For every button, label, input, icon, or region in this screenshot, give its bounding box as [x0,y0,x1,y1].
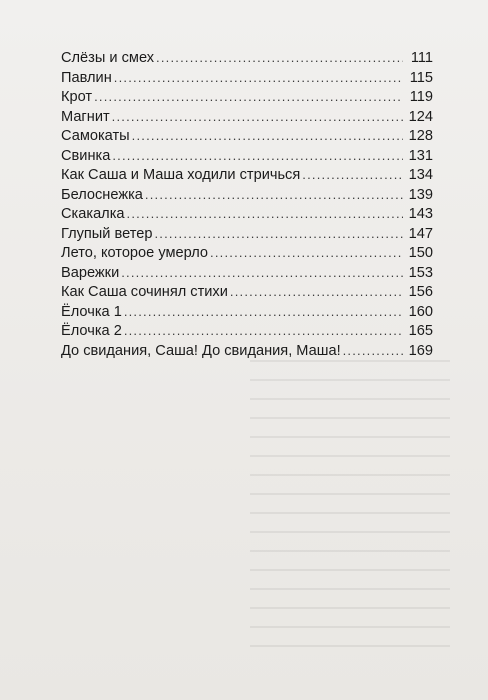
dot-leader [230,282,403,302]
toc-entry-title: Свинка [61,147,111,164]
toc-entry [61,243,433,263]
toc-entry-page: 156 [408,284,433,300]
toc-entry-title: Павлин [61,69,112,86]
bleed-through-shadow [250,360,450,650]
dot-leader [94,87,403,107]
toc-entry-page: 150 [408,245,433,261]
toc-entry-title: Крот [61,89,93,105]
toc-entry [61,126,433,146]
toc-entry-page: 160 [408,303,433,320]
toc-entry-title: Лето, которое умерло [61,245,209,261]
dot-leader [127,204,403,224]
toc-entry [61,341,433,361]
toc-entry-title: Скакалка [61,206,125,222]
toc-entry-title: Глупый ветер [61,225,153,242]
dot-leader [132,126,403,146]
toc-entry [61,68,433,88]
toc-entry [61,48,433,68]
toc-entry [61,263,433,283]
toc-entry-page: 143 [408,206,433,222]
dot-leader [302,165,403,185]
toc-entry-page: 115 [409,69,433,86]
dot-leader [124,321,403,341]
dot-leader [121,263,403,283]
table-of-contents [61,48,433,360]
toc-entry [61,146,433,166]
toc-entry-page: 134 [408,167,433,183]
dot-leader [124,302,403,322]
toc-entry [61,282,433,302]
toc-entry-title: Слёзы и смех [61,50,155,66]
toc-entry-page: 131 [408,147,433,164]
toc-entry-page: 119 [409,89,433,105]
toc-entry-page: 147 [408,225,433,242]
dot-leader [114,68,403,88]
dot-leader [156,48,403,68]
toc-entry-page: 128 [408,128,433,144]
toc-entry-title: Варежки [61,264,120,281]
dot-leader [145,185,403,205]
toc-entry-title: Ёлочка 1 [61,303,122,320]
toc-entry-title: Белоснежка [61,186,143,203]
toc-entry-title: Ёлочка 2 [61,323,122,339]
toc-entry [61,107,433,127]
toc-entry-title: Как Саша сочинял стихи [61,284,228,300]
toc-entry-page: 169 [408,342,433,359]
toc-entry-page: 165 [408,323,433,339]
toc-entry-page: 124 [408,108,433,125]
toc-entry-page: 153 [408,264,433,281]
toc-entry-title: До свидания, Саша! До свидания, Маша! [61,342,341,359]
dot-leader [112,146,403,166]
toc-entry [61,302,433,322]
toc-entry [61,224,433,244]
dot-leader [210,243,403,263]
toc-entry-title: Самокаты [61,128,130,144]
toc-entry [61,204,433,224]
toc-entry-page: 111 [410,50,433,66]
toc-entry-page: 139 [408,186,433,203]
toc-entry [61,87,433,107]
toc-entry [61,165,433,185]
toc-entry-title: Как Саша и Маша ходили стричься [61,167,301,183]
toc-entry [61,185,433,205]
dot-leader [343,341,403,361]
toc-entry [61,321,433,341]
toc-entry-title: Магнит [61,108,110,125]
dot-leader [112,107,403,127]
dot-leader [154,224,403,244]
